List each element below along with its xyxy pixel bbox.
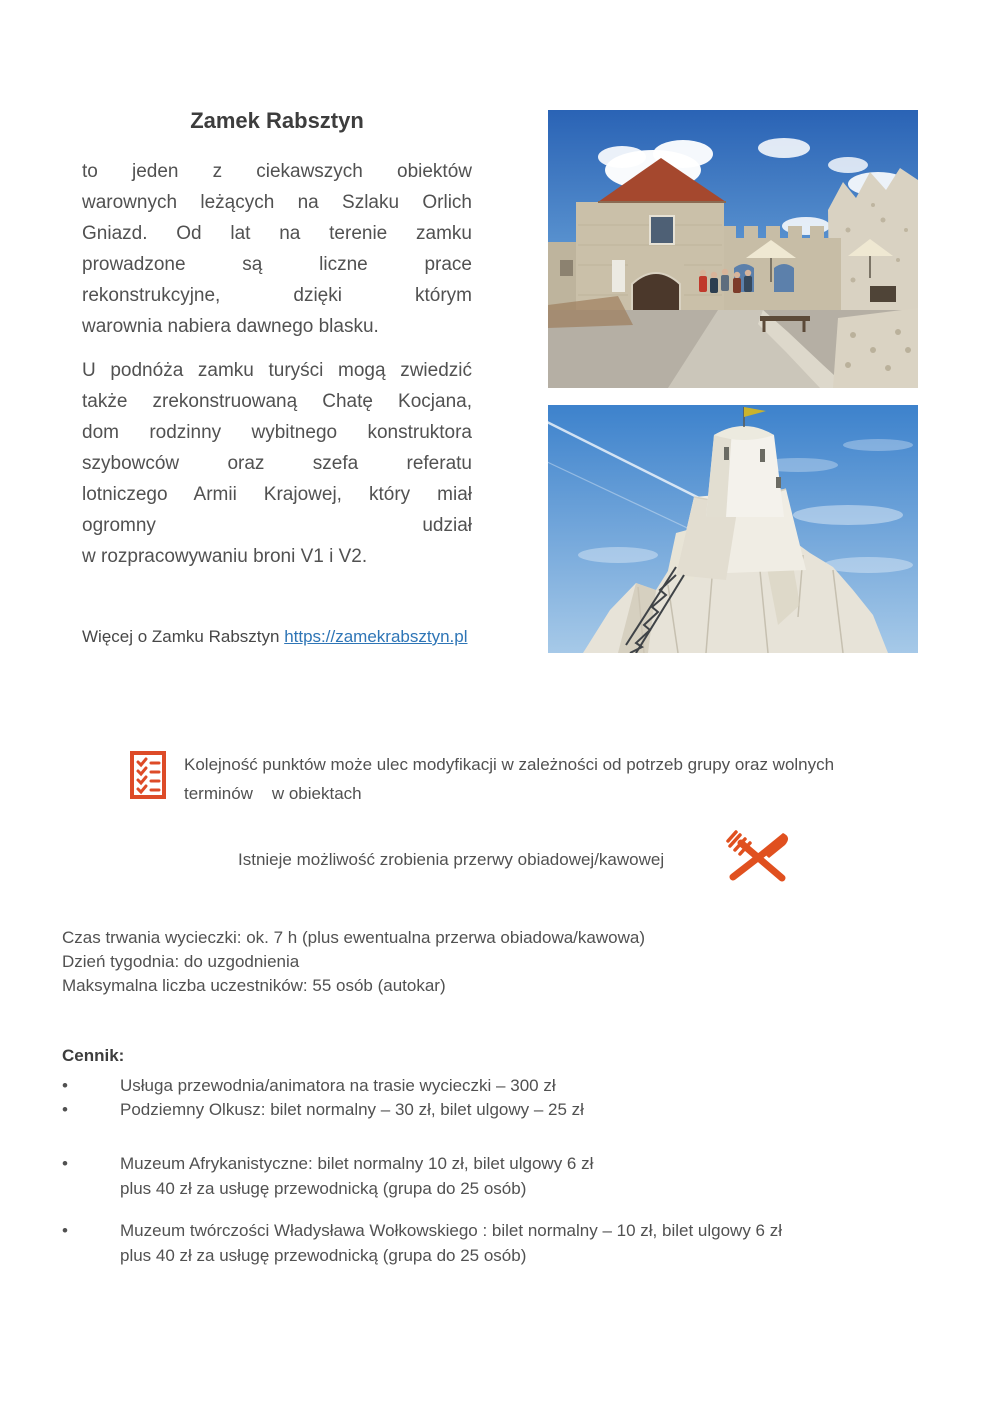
- page-title: Zamek Rabsztyn: [190, 108, 364, 133]
- text-line: dom rodzinny wybitnego konstruktora: [82, 422, 472, 443]
- day-line: Dzień tygodnia: do uzgodnienia: [62, 952, 300, 971]
- pricing-item-text: Muzeum twórczości Władysława Wołkowskiego : bilet normalny – 10 zł, bilet ulgowy 6 zł: [120, 1221, 782, 1240]
- text-line: rekonstrukcyjne, dzięki którym: [82, 285, 472, 306]
- kocjan-paragraph: [82, 355, 472, 572]
- text-line: prowadzone są liczne prace: [82, 254, 472, 275]
- pricing-item: [62, 1221, 782, 1241]
- pricing-item: [62, 1154, 593, 1174]
- more-info-line: [82, 627, 468, 647]
- text-line: ogromny udział: [82, 515, 472, 536]
- pricing-item: [62, 1076, 556, 1096]
- text-line: Gniazd. Od lat na terenie zamku: [82, 223, 472, 244]
- duration-line: Czas trwania wycieczki: ok. 7 h (plus ewentualna przerwa obiadowa/kawowa): [62, 928, 645, 947]
- text-line: szybowców oraz szefa referatu: [82, 453, 472, 474]
- fork-knife-icon: [724, 828, 796, 886]
- note-line: terminów w obiektach: [184, 784, 362, 803]
- pricing-item-continuation: plus 40 zł za usługę przewodnicką (grupa do 25 osób): [120, 1246, 527, 1265]
- text-line: U podnóża zamku turyści mogą zwiedzić: [82, 360, 472, 381]
- checklist-icon: [130, 751, 166, 799]
- trip-details: [62, 926, 645, 998]
- castle-tower-illustration: [548, 405, 918, 653]
- castle-courtyard-photo: [548, 110, 918, 388]
- text-line: to jeden z ciekawszych obiektów: [82, 161, 472, 182]
- pricing-item-text: Muzeum Afrykanistyczne: bilet normalny 10 zł, bilet ulgowy 6 zł: [120, 1154, 594, 1173]
- pricing-item-text: Podziemny Olkusz: bilet normalny – 30 zł, bilet ulgowy – 25 zł: [120, 1100, 584, 1119]
- more-info-text: Więcej o Zamku Rabsztyn: [82, 627, 285, 646]
- text-line: warownia nabiera dawnego blasku.: [82, 316, 379, 337]
- bullet-marker: •: [62, 1076, 68, 1095]
- castle-tower-photo: [548, 405, 918, 653]
- text-line: także zrekonstruowaną Chatę Kocjana,: [82, 391, 472, 412]
- bullet-marker: •: [62, 1100, 68, 1119]
- castle-courtyard-illustration: [548, 110, 918, 388]
- bullet-marker: •: [62, 1154, 68, 1173]
- pricing-item-continuation: plus 40 zł za usługę przewodnicką (grupa do 25 osób): [120, 1179, 527, 1198]
- meal-break-note: Istnieje możliwość zrobienia przerwy obiadowej/kawowej: [238, 850, 665, 869]
- max-participants-line: Maksymalna liczba uczestników: 55 osób (autokar): [62, 976, 446, 995]
- bullet-marker: •: [62, 1221, 68, 1240]
- intro-paragraph: [82, 156, 472, 342]
- pricing-item: [62, 1100, 584, 1120]
- text-line: lotniczego Armii Krajowej, który miał: [82, 484, 472, 505]
- note-line: Kolejność punktów może ulec modyfikacji w zależności od potrzeb grupy oraz wolnych: [184, 755, 835, 774]
- text-line: w rozpracowywaniu broni V1 i V2.: [82, 546, 368, 567]
- pricing-heading: Cennik:: [62, 1046, 125, 1065]
- pricing-item-text: Usługa przewodnia/animatora na trasie wycieczki – 300 zł: [120, 1076, 556, 1095]
- text-line: warownych leżących na Szlaku Orlich: [82, 192, 472, 213]
- website-link[interactable]: https://zamekrabsztyn.pl: [284, 627, 468, 646]
- modification-note: [184, 750, 906, 808]
